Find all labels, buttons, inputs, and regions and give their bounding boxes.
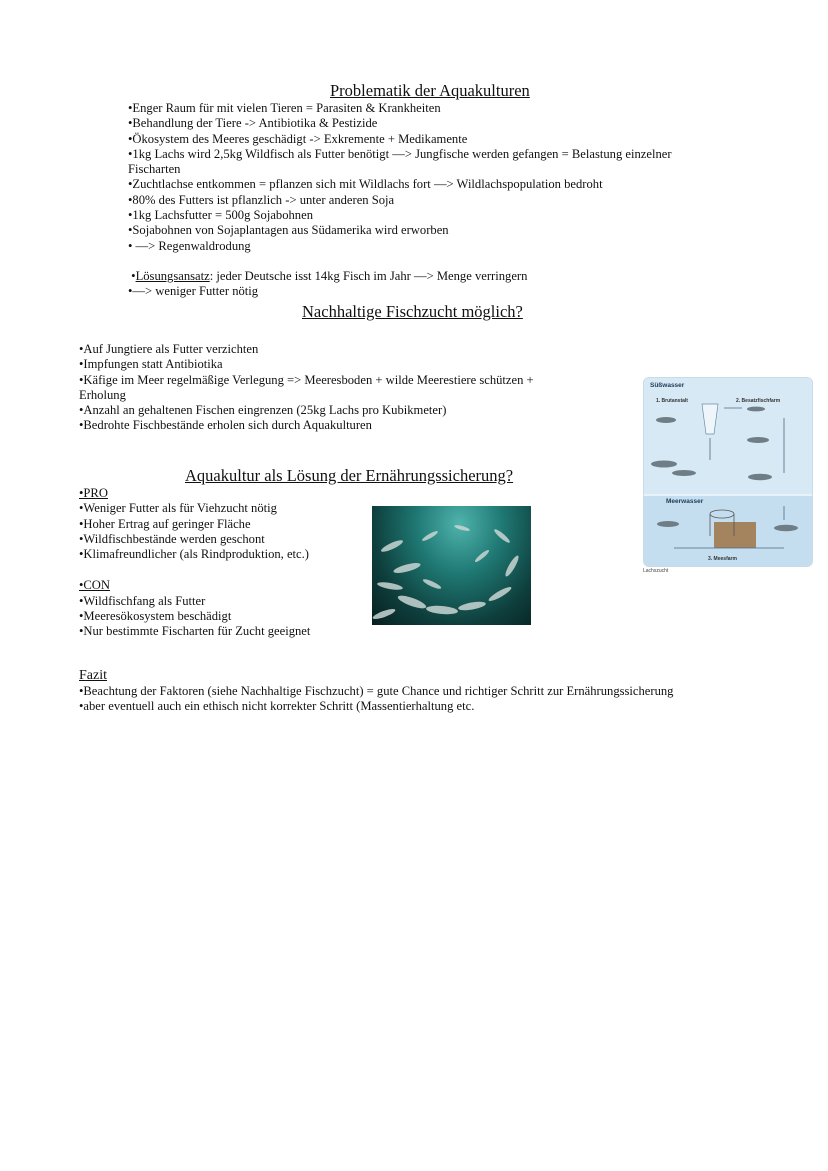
list-item: •Zuchtlachse entkommen = pflanzen sich mit Wildlachs fort —> Wildlachspopulation bedroht	[128, 177, 603, 192]
list-item: •aber eventuell auch ein ethisch nicht korrekter Schritt (Massentierhaltung etc.	[79, 699, 475, 714]
salmon-farming-infographic	[643, 377, 813, 567]
list-item: •Hoher Ertrag auf geringer Fläche	[79, 516, 251, 531]
list-item: •Impfungen statt Antibiotika	[79, 357, 223, 372]
list-item: • —> Regenwaldrodung	[128, 238, 251, 253]
infographic-caption: Lachszucht	[643, 568, 669, 574]
list-item: •Nur bestimmte Fischarten für Zucht geeignet	[79, 624, 311, 639]
fish-school-photo	[372, 506, 531, 625]
list-item: •Meeresökosystem beschädigt	[79, 609, 232, 624]
list-item: •Anzahl an gehaltenen Fischen eingrenzen (25kg Lachs pro Kubikmeter)	[79, 403, 447, 418]
list-item: •Wildfischbestände werden geschont	[79, 531, 265, 546]
con-label: •CON	[79, 578, 110, 593]
section-nachhaltig	[79, 342, 619, 434]
section-problematik	[128, 101, 748, 300]
list-item: •Weniger Futter als für Viehzucht nötig	[79, 501, 277, 516]
list-item: •Bedrohte Fischbestände erholen sich durch Aquakulturen	[79, 418, 372, 433]
fish-school-drawing	[372, 506, 531, 625]
list-item: •Sojabohnen von Sojaplantagen aus Südamerika wird erworben	[128, 223, 449, 238]
infographic-drawing	[644, 378, 812, 566]
list-item: •Klimafreundlicher (als Rindproduktion, etc.)	[79, 547, 309, 562]
fazit-title: Fazit	[79, 668, 107, 683]
seawater-label: Meerwasser	[666, 498, 704, 505]
title-nachhaltig: Nachhaltige Fischzucht möglich?	[302, 302, 523, 321]
list-item: •1kg Lachs wird 2,5kg Wildfisch als Futter benötigt —> Jungfische werden gefangen = Belastung einzelner	[128, 146, 672, 161]
step1-label: 1. Brutanstalt	[656, 398, 688, 404]
list-item: •Käfige im Meer regelmäßige Verlegung => Meeresboden + wilde Meerestiere schützen +	[79, 372, 534, 387]
list-item: •Beachtung der Faktoren (siehe Nachhaltige Fischzucht) = gute Chance und richtiger Schritt zur Ernährungssicherung	[79, 684, 674, 698]
section-fazit	[79, 668, 779, 715]
pro-label: •PRO	[79, 486, 108, 500]
list-item: •Wildfischfang als Futter	[79, 593, 206, 608]
list-item: •Auf Jungtiere als Futter verzichten	[79, 342, 259, 356]
list-item: Fischarten	[128, 162, 181, 177]
title-problematik: Problematik der Aquakulturen	[330, 81, 530, 100]
solution-text: : jeder Deutsche isst 14kg Fisch im Jahr —> Menge verringern	[209, 268, 528, 283]
list-item: •Enger Raum für mit vielen Tieren = Parasiten & Krankheiten	[128, 101, 441, 115]
solution-line: •Lösungsansatz: jeder Deutsche isst 14kg Fisch im Jahr —> Menge verringern	[128, 268, 528, 283]
list-item: •1kg Lachsfutter = 500g Sojabohnen	[128, 208, 313, 223]
step3-label: 3. Meesfarm	[708, 556, 737, 562]
list-item: •Behandlung der Tiere -> Antibiotika & Pestizide	[128, 116, 378, 131]
list-item: •Ökosystem des Meeres geschädigt -> Exkremente + Medikamente	[128, 131, 468, 146]
spacer	[128, 254, 748, 269]
list-item: •—> weniger Futter nötig	[128, 284, 259, 299]
section-pro-con	[79, 486, 369, 640]
solution-label: Lösungsansatz	[135, 268, 210, 283]
title-loesung: Aquakultur als Lösung der Ernährungssicherung?	[185, 466, 514, 485]
list-item: •80% des Futters ist pflanzlich -> unter anderen Soja	[128, 192, 395, 207]
freshwater-label: Süßwasser	[650, 382, 685, 389]
spacer	[79, 562, 369, 578]
step2-label: 2. Besatzfischfarm	[736, 398, 781, 404]
list-item: Erholung	[79, 387, 126, 402]
